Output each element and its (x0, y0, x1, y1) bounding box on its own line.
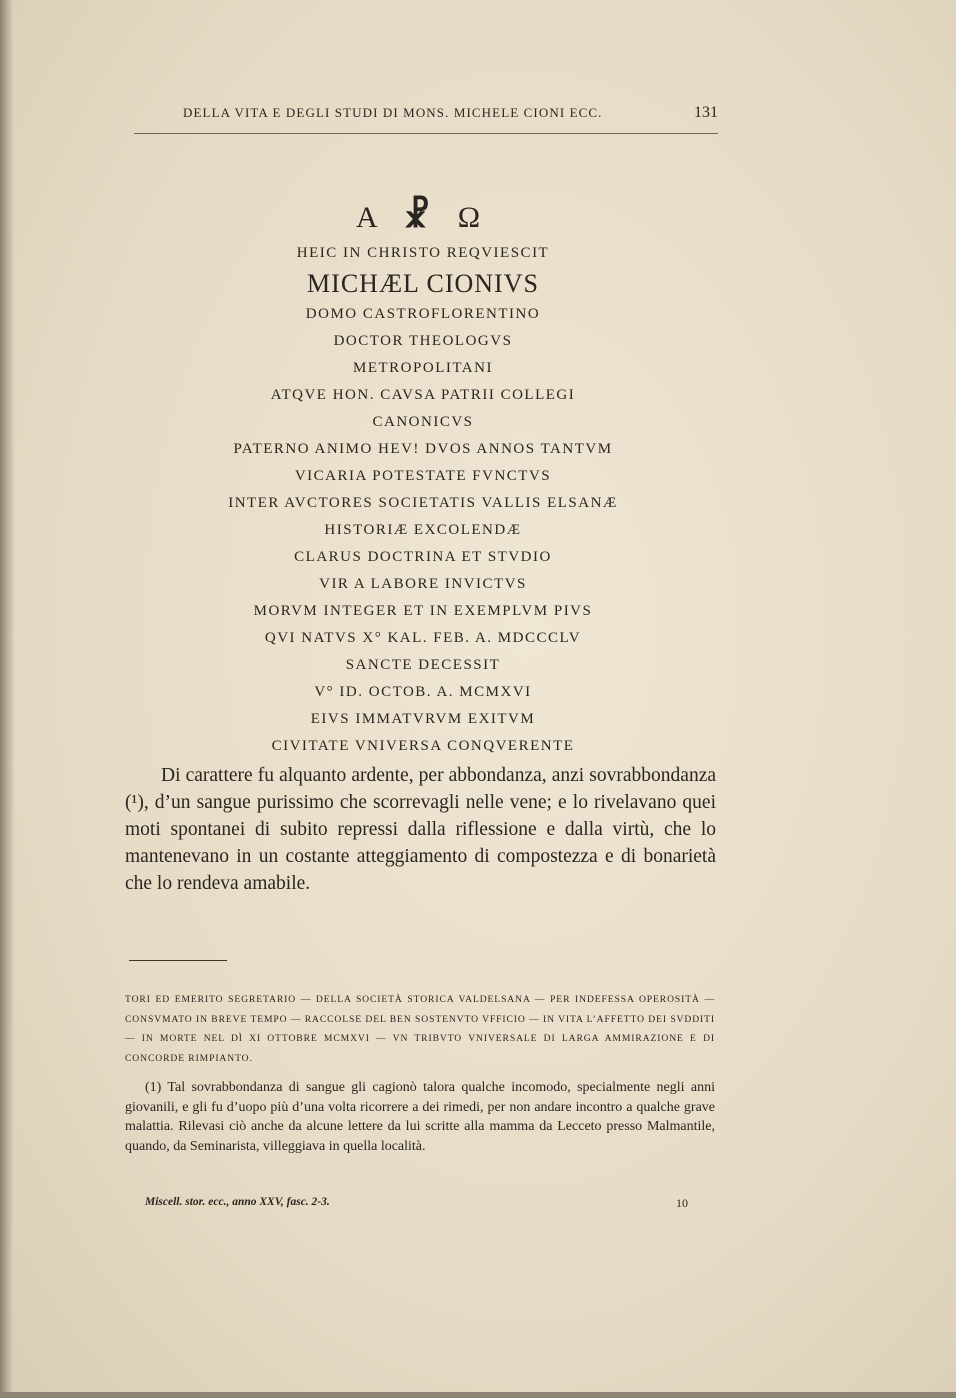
epitaph-line: DOCTOR THEOLOGVS (333, 333, 513, 349)
alpha-symbol: A (356, 201, 387, 234)
epitaph-line: VICARIA POTESTATE FVNCTVS (294, 468, 552, 484)
epitaph-line: HISTORIÆ EXCOLENDÆ (324, 522, 522, 538)
epitaph-line: DOMO CASTROFLORENTINO (305, 306, 541, 322)
epitaph-name: MICHÆL CIONIVS (307, 269, 539, 298)
epitaph (0, 240, 846, 760)
footnote-1 (125, 1078, 715, 1156)
epitaph-line: EIVS IMMATVRVM EXITVM (310, 711, 536, 727)
bottom-edge (0, 1392, 956, 1398)
epitaph-line: HEIC IN CHRISTO REQVIESCIT (296, 245, 550, 261)
epitaph-line: MORVM INTEGER ET IN EXEMPLVM PIVS (253, 603, 593, 619)
running-title: DELLA VITA E DEGLI STUDI DI MONS. MICHELE CIONI ECC. (183, 105, 603, 120)
signature-number: 10 (676, 1196, 688, 1210)
epitaph-line: ATQVE HON. CAVSA PATRII COLLEGI (270, 387, 576, 403)
footnote-continuation: TORI ED EMERITO SEGRETARIO — DELLA SOCIETÀ STORICA VALDELSANA — PER INDEFESSA OPEROSITÀ — CONSVMATO IN BREVE TEMPO — RACCOLSE DEL BEN SOSTENVTO VFFICIO — IN VITA L’AFFETTO DEI SVDDITI — IN MORTE NEL DÌ XI OTTOBRE MCMXVI — VN TRIBVTO VNIVERSALE DI LARGA AMMIRAZIONE E DI CONCORDE RIMPIANTO. (125, 994, 715, 1064)
omega-symbol: Ω (457, 201, 490, 234)
footnote-1-text: (1) Tal sovrabbondanza di sangue gli cagionò talora qualche incomodo, specialmente negli anni giovanili, e gli fu d’uopo più d’una volta ricorrere a dei rimedi, per non andare incontro a qualche grave malattia. Rilevasi ciò anche da alcune lettere da lui scritte alla mamma da Lecceto presso Malmantile, quando, da Seminarista, villeggiava in quella località. (125, 1080, 715, 1154)
header-rule (134, 133, 718, 134)
alpha-chirho-omega (0, 196, 846, 236)
epitaph-line: PATERNO ANIMO HEV! DVOS ANNOS TANTVM (233, 441, 613, 457)
epitaph-line: INTER AVCTORES SOCIETATIS VALLIS ELSANÆ (228, 495, 618, 511)
page-number: 131 (694, 104, 718, 121)
footnote-separator (129, 960, 227, 961)
epitaph-line: SANCTE DECESSIT (345, 657, 501, 673)
epitaph-line: CLARUS DOCTRINA ET STVDIO (294, 549, 552, 565)
epitaph-line: METROPOLITANI (353, 360, 493, 376)
body-paragraph (125, 762, 716, 897)
epitaph-line: CANONICVS (372, 414, 474, 430)
signature-mark: Miscell. stor. ecc., anno XXV, fasc. 2-3. (145, 1196, 330, 1208)
epitaph-line: VIR A LABORE INVICTVS (319, 576, 527, 592)
body-text: Di carattere fu alquanto ardente, per abbondanza, anzi sovrabbondanza (¹), d’un sangue purissimo che scorrevagli nelle vene; e lo rivelavano quei moti spontanei di subito repressi dalla riflessione e dalla virtù, che lo mantenevano in un costante atteggiamento di compostezza e di bonarietà che lo rendeva amabile. (125, 765, 716, 894)
running-header (183, 104, 718, 122)
epitaph-line: V° ID. OCTOB. A. MCMXVI (314, 684, 532, 700)
epitaph-line: QVI NATVS X° KAL. FEB. A. MDCCCLV (264, 630, 582, 646)
chi-rho-icon: ☧ (403, 198, 441, 235)
epitaph-line: CIVITATE VNIVERSA CONQVERENTE (271, 738, 575, 754)
